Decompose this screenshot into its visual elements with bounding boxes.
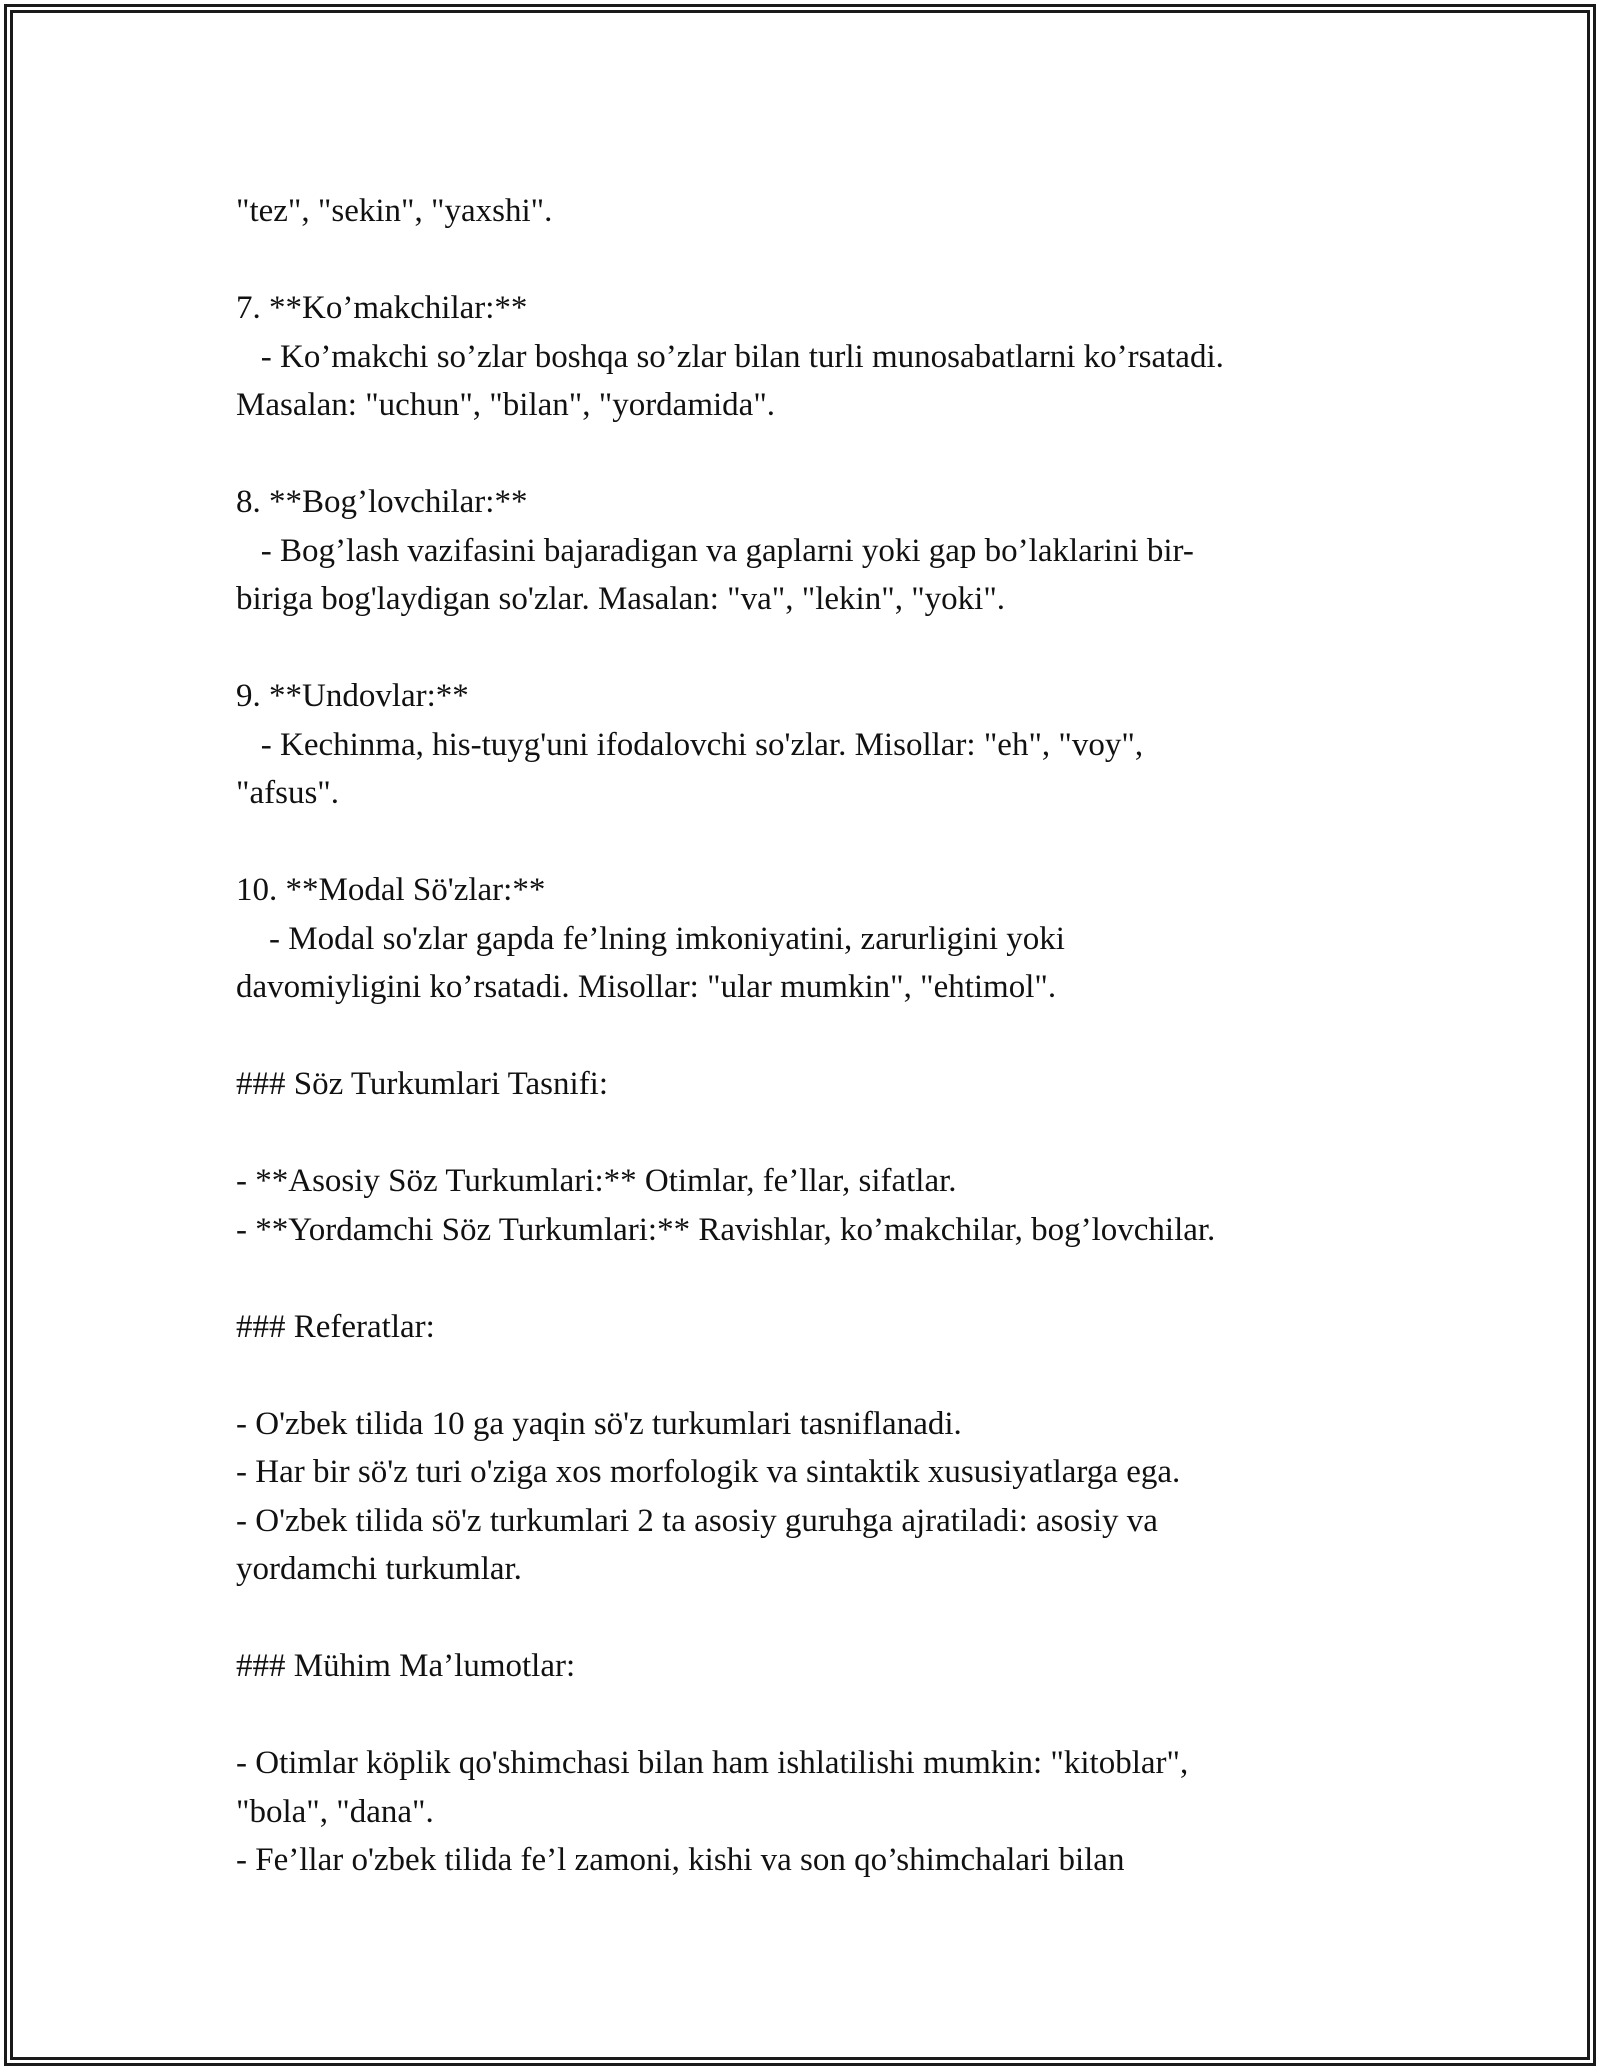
text-line: - Bog’lash vazifasini bajaradigan va gaplarni yoki gap bo’laklarini bir- xyxy=(236,532,1194,569)
blank-line xyxy=(236,1594,1356,1643)
document-body xyxy=(236,187,1356,1885)
section-heading: 9. **Undovlar:** xyxy=(236,678,469,714)
text-line: - Ko’makchi so’zlar boshqa so’zlar bilan turli munosabatlarni ko’rsatadi. xyxy=(236,338,1224,375)
section-heading: ### Mühim Ma’lumotlar: xyxy=(236,1648,576,1684)
blank-line xyxy=(236,236,1356,285)
text-line: Masalan: "uchun", "bilan", "yordamida". xyxy=(236,387,776,423)
blank-line xyxy=(236,1351,1356,1400)
blank-line xyxy=(236,818,1356,867)
blank-line xyxy=(236,1254,1356,1303)
blank-line xyxy=(236,1012,1356,1061)
text-line: davomiyligini ko’rsatadi. Misollar: "ular mumkin", "ehtimol". xyxy=(236,969,1057,1005)
blank-line xyxy=(236,430,1356,479)
list-item: - **Yordamchi Söz Turkumlari:** Ravishlar, ko’makchilar, bog’lovchilar. xyxy=(236,1211,1216,1248)
text-line: "bola", "dana". xyxy=(236,1793,434,1830)
list-item: - Har bir sö'z turi o'ziga xos morfologik va sintaktik xususiyatlarga ega. xyxy=(236,1454,1181,1490)
text-line: - Kechinma, his-tuyg'uni ifodalovchi so'zlar. Misollar: "eh", "voy", xyxy=(236,726,1144,763)
text-line: "tez", "sekin", "yaxshi". xyxy=(236,193,553,229)
text-line: - Modal so'zlar gapda fe’lning imkoniyatini, zarurligini yoki xyxy=(236,920,1065,957)
list-item: - O'zbek tilida sö'z turkumlari 2 ta asosiy guruhga ajratiladi: asosiy va xyxy=(236,1502,1158,1539)
section-heading: 10. **Modal Sö'zlar:** xyxy=(236,872,546,908)
blank-line xyxy=(236,1691,1356,1740)
section-heading: ### Söz Turkumlari Tasnifi: xyxy=(236,1066,609,1102)
text-line: yordamchi turkumlar. xyxy=(236,1551,522,1587)
section-heading: ### Referatlar: xyxy=(236,1308,435,1345)
list-item: - Fe’llar o'zbek tilida fe’l zamoni, kishi va son qo’shimchalari bilan xyxy=(236,1842,1125,1878)
blank-line xyxy=(236,1109,1356,1158)
list-item: - O'zbek tilida 10 ga yaqin sö'z turkumlari tasniflanadi. xyxy=(236,1405,962,1442)
text-line: "afsus". xyxy=(236,775,340,811)
text-line: biriga bog'laydigan so'zlar. Masalan: "va", "lekin", "yoki". xyxy=(236,581,1006,617)
section-heading: 8. **Bog’lovchilar:** xyxy=(236,484,528,520)
list-item: - **Asosiy Söz Turkumlari:** Otimlar, fe’llar, sifatlar. xyxy=(236,1163,957,1199)
blank-line xyxy=(236,624,1356,673)
section-heading: 7. **Ko’makchilar:** xyxy=(236,290,528,326)
list-item: - Otimlar köplik qo'shimchasi bilan ham ishlatilishi mumkin: "kitoblar", xyxy=(236,1745,1189,1781)
